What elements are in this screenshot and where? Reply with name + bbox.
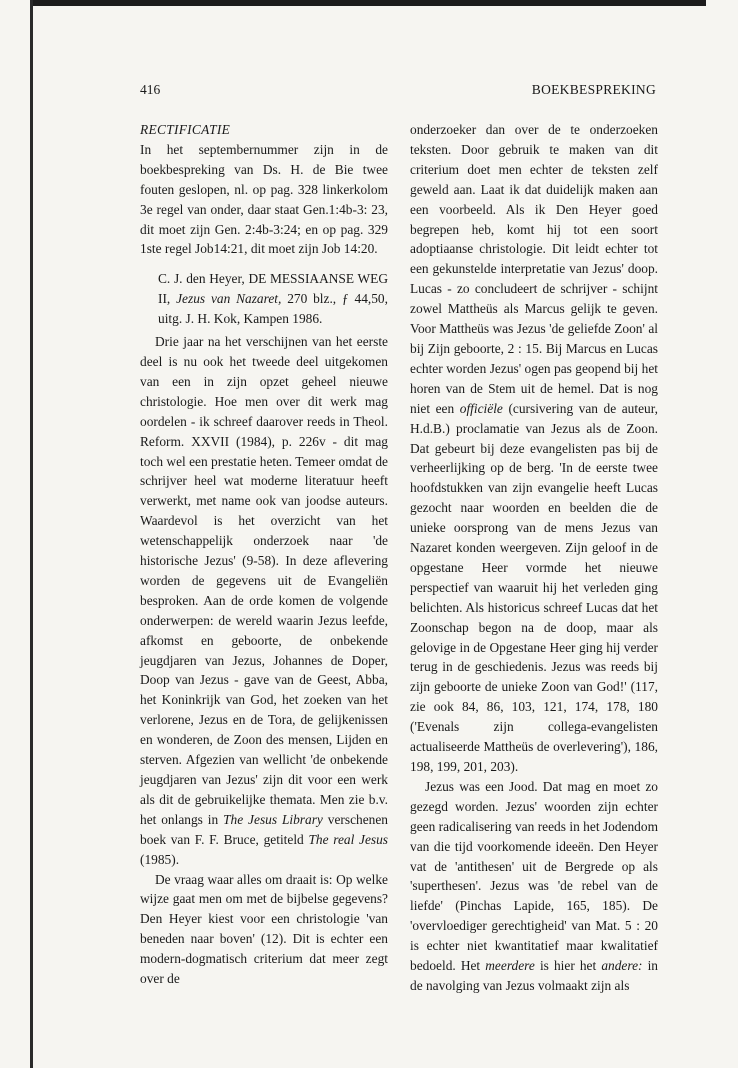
right-column <box>410 120 658 996</box>
rectificatie-text: In het septembernummer zijn in de boekbespreking van Ds. H. de Bie twee fouten geslopen, nl. op pag. 328 linkerkolom 3e regel van onder, daar staat Gen.1:4b-3: 23, dit moet zijn Gen. 2:4b-3:24; en op pag. 329 1ste regel Job14:21, dit moet zijn Job 14:20. <box>140 141 388 257</box>
page-number: 416 <box>140 82 161 97</box>
book-subtitle: Jezus van Nazaret, <box>176 291 282 307</box>
left-paragraph-2: De vraag waar alles om draait is: Op welke wijze gaat men om met de bijbelse gegevens? Den Heyer kiest voor een christologie 'van beneden naar boven' (12). Dit is echter een modern-dogmatisch criterium dat meer zegt over de <box>140 871 388 987</box>
page-top-edge <box>30 0 706 6</box>
page-left-edge <box>30 0 33 1068</box>
book-details: 270 blz., ƒ 44,50, uitg. J. H. Kok, Kampen 1986. <box>158 291 388 327</box>
left-column <box>140 120 388 989</box>
right-paragraph-2: Jezus was een Jood. Dat mag en moet zo gezegd worden. Jezus' woorden zijn echter geen radicalisering van reeds in het Jodendom van die tijd voorkomende ideeën. Den Heyer vat de 'antithesen' uit de Bergrede op als 'superthesen'. Jezus was 'de rebel van de liefde' (Pinchas Lapide, 165, 185). De 'overvloediger gerechtigheid' van Mat. 5 : 20 is echter niet kwantitatief maar kwalitatief bedoeld. Het meerdere is hier het andere: in de navolging van Jezus volmaakt zijn als <box>410 778 658 993</box>
book-author-title: C. J. den Heyer, DE MESSIAANSE WEG II, <box>158 271 388 307</box>
book-reference <box>158 269 388 329</box>
left-paragraph-1: Drie jaar na het verschijnen van het eerste deel is nu ook het tweede deel uitgekomen van een in zijn opzet geheel nieuwe christologie. Hoe men over dit werk mag oordelen - ik schreef daarover reeds in Theol. Reform. XXVII (1984), p. 226v - dit mag toch wel een prestatie heten. Temeer omdat de schrijver heel wat moderne literatuur heeft verwerkt, met name ook van joodse auteurs. Waardevol is het overzicht van het wetenschappelijk onderzoek naar 'de historische Jezus' (9-58). In deze aflevering worden de gegevens uit de Evangeliën besproken. Aan de orde komen de volgende onderwerpen: de wereld waarin Jezus leefde, afkomst en geboorte, de onbekende jeugdjaren van Jezus, Johannes de Doper, Doop van Jezus - gave van de Geest, Abba, het Koninkrijk van God, het zoeken van het verlorene, Jezus en de Tora, de gelijkenissen en wonderen, de Zoon des mensen, Lijden en sterven. Afgezien van wellicht 'de onbekende jeugdjaren van Jezus' zijn dit voor een werk als dit de gebruikelijke themata. Men zie b.v. het onlangs in The Jesus Library verschenen boek van F. F. Bruce, getiteld The real Jesus (1985). <box>140 334 388 867</box>
rectificatie-title: RECTIFICATIE <box>140 122 231 137</box>
right-paragraph-1: onderzoeker dan over de te onderzoeken teksten. Door gebruik te maken van dit criterium doet men echter de teksten zelf geweld aan. Laat ik dat duidelijk maken aan een voorbeeld. Als ik Den Heyer goed begrepen heb, komt hij tot een soort adoptiaanse christologie. Dit leidt echter tot een gekunstelde interpretatie van Jezus' doop. Lucas - zo concludeert de schrijver - schijnt zowel Mattheüs als Marcus gelijk te geven. Voor Mattheüs was Jezus 'de geliefde Zoon' al bij Zijn geboorte, 2 : 15. Bij Marcus en Lucas echter worden Jezus' ogen pas geopend bij het horen van de Stem uit de hemel. Dat is nog niet een officiële (cursivering van de auteur, H.d.B.) proclamatie van Jezus als de Zoon. Dat gebeurt bij deze evangelisten pas bij de verheerlijking op de berg. 'In de eerste twee hoofdstukken van zijn evangelie heeft Lucas gezocht naar woorden en beelden die de unieke oorsprong van de mens Jezus van Nazaret konden weergeven. Zijn geloof in de opgestane Heer vormde het nieuwe perspectief van waaruit hij het verleden ging belichten. Als historicus schreef Lucas dat het Zoonschap begon na de doop, maar als gelovige in de Opgestane Heer ging hij verder terug in de geschiedenis. Jezus was reeds bij zijn geboorte de unieke Zoon van God!' (117, zie ook 84, 86, 103, 121, 174, 178, 180 ('Evenals zijn collega-evangelisten actualiseerde Mattheüs de overlevering'), 186, 198, 199, 201, 203). <box>410 122 658 774</box>
running-head: BOEKBESPREKING <box>531 82 656 97</box>
